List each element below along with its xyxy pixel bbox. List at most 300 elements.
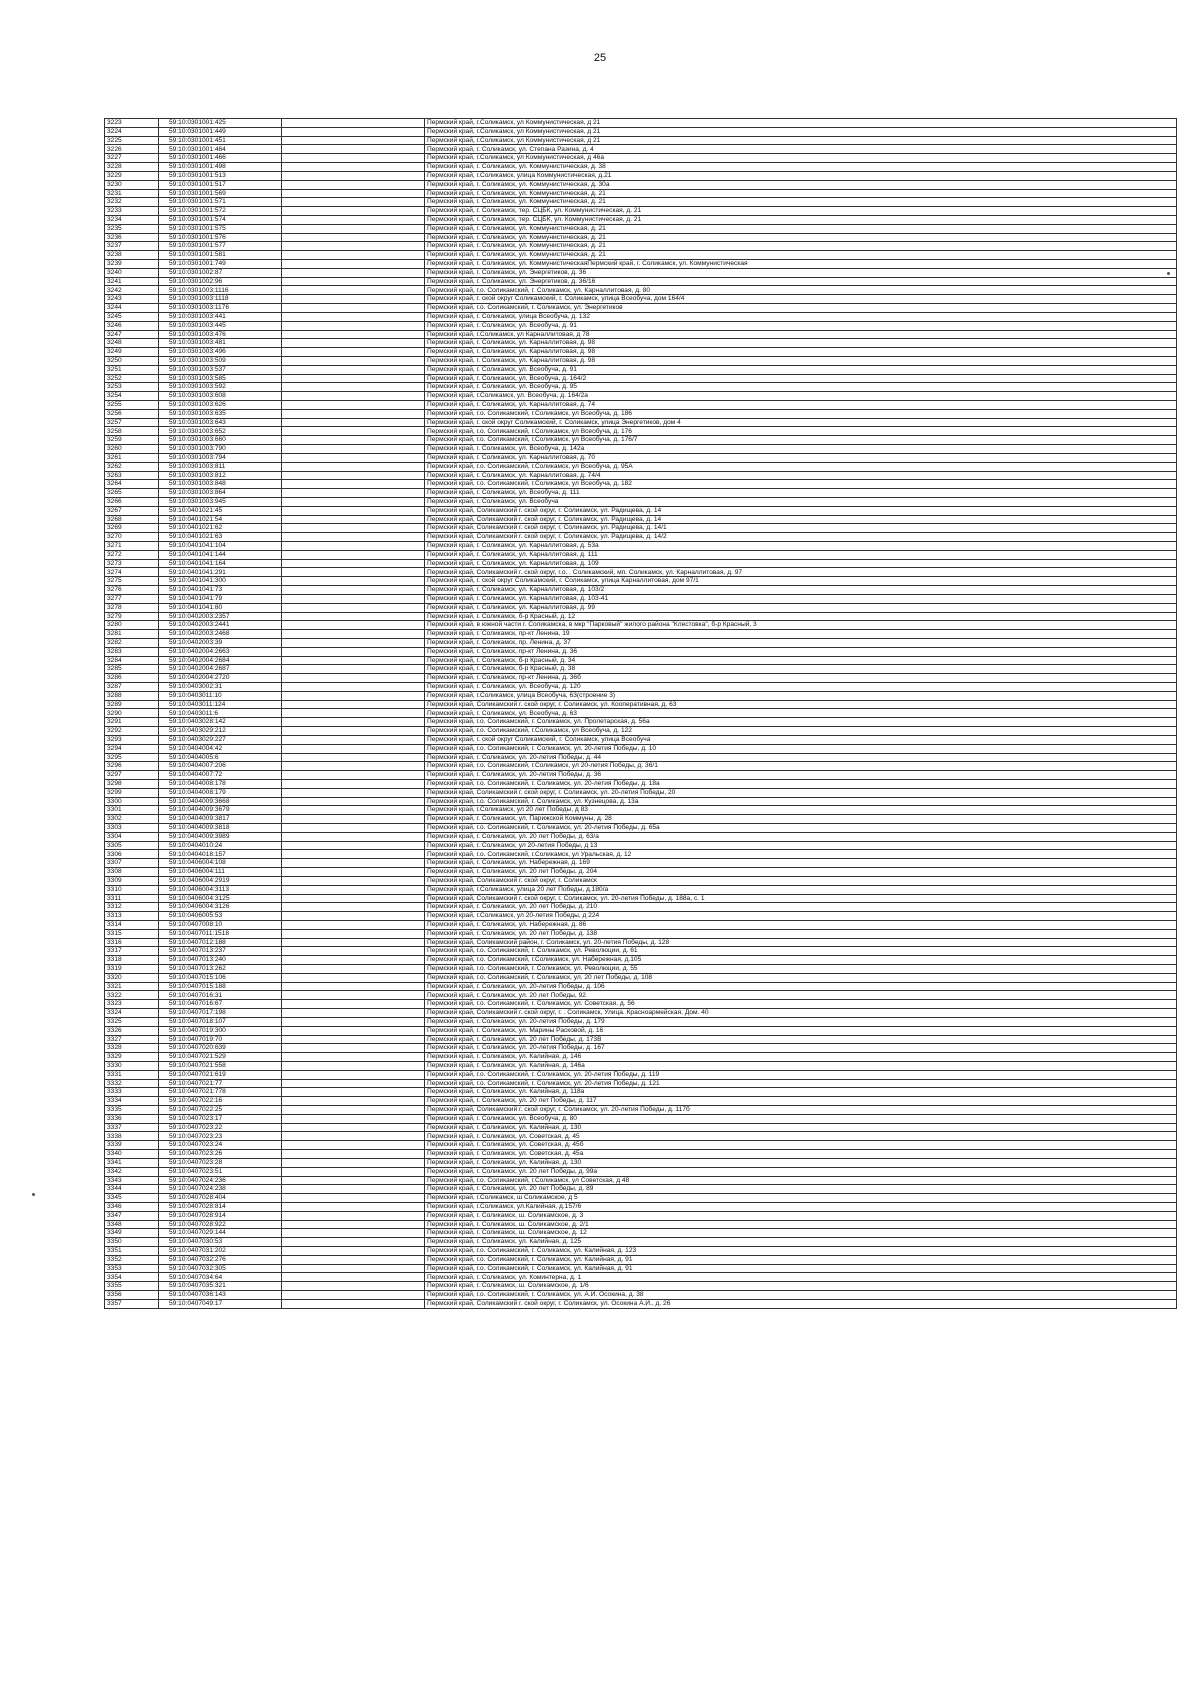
row-number-cell: 3284 [105,656,159,665]
row-number-cell: 3235 [105,224,159,233]
table-row [105,401,1177,410]
table-row [105,1106,1177,1115]
cadastral-number-cell: 59:10:0407028:922 [159,1220,282,1229]
table-row [105,445,1177,454]
cadastral-number-cell: 59:10:0403011:6 [159,709,282,718]
address-cell: Пермский край, г.о. Соликамский, г. Соликамск, ул. Пролетарская, д. 56а [425,718,1177,727]
table-row [105,709,1177,718]
table-row [105,621,1177,630]
table-row [105,630,1177,639]
empty-cell [282,1264,425,1273]
table-row [105,1176,1177,1185]
row-number-cell: 3223 [105,119,159,128]
table-row [105,656,1177,665]
empty-cell [282,1097,425,1106]
cadastral-number-cell: 59:10:0407023:51 [159,1167,282,1176]
empty-cell [282,656,425,665]
table-row [105,1097,1177,1106]
address-cell: Пермский край, г.о. Соликамский, г.Соликамск, ул Советская, д 48 [425,1176,1177,1185]
empty-cell [282,180,425,189]
empty-cell [282,603,425,612]
table-row [105,189,1177,198]
table-row [105,894,1177,903]
table-row [105,1291,1177,1300]
table-row [105,550,1177,559]
cadastral-number-cell: 59:10:0407030:53 [159,1238,282,1247]
empty-cell [282,1079,425,1088]
table-row [105,568,1177,577]
address-cell: Пермский край, г. Соликамск, ул. Всеобуча, д. 111 [425,489,1177,498]
table-row [105,1009,1177,1018]
address-cell: Пермский край, г. Соликамск, ул. Энергетиков, д. 36 [425,268,1177,277]
empty-cell [282,779,425,788]
empty-cell [282,559,425,568]
table-row [105,1211,1177,1220]
address-cell: Пермский край, г.о. Соликамский, г. Соликамск, ул. Энергетиков [425,304,1177,313]
table-row [105,806,1177,815]
table-row [105,145,1177,154]
table-row [105,603,1177,612]
empty-cell [282,1150,425,1159]
empty-cell [282,1176,425,1185]
row-number-cell: 3338 [105,1132,159,1141]
empty-cell [282,497,425,506]
row-number-cell: 3257 [105,418,159,427]
cadastral-number-cell: 59:10:0401021:63 [159,533,282,542]
row-number-cell: 3238 [105,251,159,260]
table-row [105,374,1177,383]
row-number-cell: 3273 [105,559,159,568]
address-cell: Пермский край, г. Соликамск, б-р Красный, д. 12 [425,612,1177,621]
table-row [105,1088,1177,1097]
address-cell: Пермский край, г. Соликамск, ш. Соликамское, д. 12 [425,1229,1177,1238]
cadastral-number-cell: 59:10:0301003:445 [159,321,282,330]
empty-cell [282,215,425,224]
empty-cell [282,312,425,321]
table-row [105,330,1177,339]
address-cell: Пермский край, г.о. Соликамский, г.Соликамск, ул Всеобуча, д. 176/7 [425,436,1177,445]
table-row [105,215,1177,224]
address-cell: Пермский край, г. Соликамск, ул. Советская, д. 45б [425,1141,1177,1150]
table-row [105,356,1177,365]
address-cell: Пермский край, г. Соликамск, ул. 20 лет Победы, д. 99а [425,1167,1177,1176]
empty-cell [282,524,425,533]
cadastral-number-cell: 59:10:0402003:39 [159,638,282,647]
empty-cell [282,947,425,956]
cadastral-number-cell: 59:10:0301001:451 [159,136,282,145]
table-row [105,506,1177,515]
cadastral-number-cell: 59:10:0407022:16 [159,1097,282,1106]
empty-cell [282,1299,425,1308]
cadastral-number-cell: 59:10:0407028:404 [159,1194,282,1203]
address-cell: Пермский край, г. Соликамск, ул. Коммунистическая, д. 21 [425,189,1177,198]
address-cell: Пермский край, г. Соликамск, ул. Коммунистическая, д. 21 [425,242,1177,251]
table-row [105,524,1177,533]
empty-cell [282,1026,425,1035]
address-cell: Пермский край, Соликамский г. ской округ, г. Соликамск, ул. Кооперативная, д. 63 [425,700,1177,709]
address-cell: Пермский край, Соликамский г. ской округ, г. Соликамск, ул. 20-летия Победы, д. 188а, с. 1 [425,894,1177,903]
empty-cell [282,286,425,295]
cadastral-number-cell: 59:10:0404009:3679 [159,806,282,815]
empty-cell [282,1220,425,1229]
empty-cell [282,894,425,903]
empty-cell [282,1070,425,1079]
cadastral-number-cell: 59:10:0301003:643 [159,418,282,427]
cadastral-number-cell: 59:10:0401021:54 [159,515,282,524]
table-row [105,753,1177,762]
empty-cell [282,859,425,868]
empty-cell [282,577,425,586]
address-cell: Пермский край, г. Соликамск, ш. Соликамское, д. 3 [425,1211,1177,1220]
cadastral-number-cell: 59:10:0407034:64 [159,1273,282,1282]
address-cell: Пермский край, г. Соликамск, ул. Всеобуча, д. 120 [425,683,1177,692]
cadastral-number-cell: 59:10:0407013:237 [159,947,282,956]
row-number-cell: 3322 [105,991,159,1000]
address-cell: Пермский край, г. Соликамск, ул. 20-летия Победы, д. 44 [425,753,1177,762]
row-number-cell: 3278 [105,603,159,612]
row-number-cell: 3265 [105,489,159,498]
cadastral-number-cell: 59:10:0407024:236 [159,1176,282,1185]
table-row [105,453,1177,462]
table-row [105,1123,1177,1132]
table-row [105,912,1177,921]
cadastral-number-cell: 59:10:0301003:848 [159,480,282,489]
row-number-cell: 3248 [105,339,159,348]
table-row [105,1061,1177,1070]
cadastral-number-cell: 59:10:0301003:1116 [159,286,282,295]
cadastral-number-cell: 59:10:0301001:574 [159,215,282,224]
empty-cell [282,163,425,172]
table-row [105,1044,1177,1053]
address-cell: Пермский край, г. Соликамск, ул. Всеобуча [425,497,1177,506]
address-cell: Пермский край, г. Соликамск, ул. Набережная, д. 169 [425,859,1177,868]
address-cell: Пермский край, г.Соликамск, ул 20-летия Победы, д 224 [425,912,1177,921]
table-row [105,295,1177,304]
cadastral-number-cell: 59:10:0407028:814 [159,1202,282,1211]
empty-cell [282,612,425,621]
empty-cell [282,806,425,815]
address-cell: Пермский край, г. Соликамск, ул. Карналлитовая, д. 70 [425,453,1177,462]
table-row [105,392,1177,401]
address-cell: Пермский край, г. Соликамск, ул. Коммунистическая, д. 21 [425,198,1177,207]
table-row [105,171,1177,180]
cadastral-number-cell: 59:10:0404007:72 [159,771,282,780]
table-row [105,339,1177,348]
row-number-cell: 3345 [105,1194,159,1203]
cadastral-number-cell: 59:10:0403028:142 [159,718,282,727]
table-row [105,1273,1177,1282]
row-number-cell: 3282 [105,638,159,647]
cadastral-number-cell: 59:10:0404005:6 [159,753,282,762]
address-cell: Пермский край, г.о. Соликамский, г.Соликамск, ул 20-летия Победы, д. 36/1 [425,762,1177,771]
row-number-cell: 3251 [105,365,159,374]
cadastral-number-cell: 59:10:0407020:639 [159,1044,282,1053]
row-number-cell: 3236 [105,233,159,242]
address-cell: Пермский край, Соликамский г. ской округ, г. Соликамск, ул. 20-летия Победы, 20 [425,788,1177,797]
address-cell: Пермский край, г. Соликамск, ул. Коммунистическая, д. 21 [425,233,1177,242]
row-number-cell: 3311 [105,894,159,903]
empty-cell [282,956,425,965]
address-cell: Пермский край, г. Соликамск, ул. 20 лет Победы, д. 210 [425,903,1177,912]
address-cell: Пермский край, г.о. Соликамский, г. Соликамск, ул. 20-летия Победы, д. 65а [425,824,1177,833]
empty-cell [282,709,425,718]
cadastral-number-cell: 59:10:0301003:476 [159,330,282,339]
cadastral-number-cell: 59:10:0301001:576 [159,233,282,242]
row-number-cell: 3335 [105,1106,159,1115]
cadastral-number-cell: 59:10:0301003:790 [159,445,282,454]
cadastral-number-cell: 59:10:0403011:10 [159,691,282,700]
table-row [105,885,1177,894]
address-cell: Пермский край, г. Соликамск, ул. Всеобуча, д. 91 [425,321,1177,330]
table-row [105,119,1177,128]
cadastral-number-cell: 59:10:0404007:206 [159,762,282,771]
table-row [105,1141,1177,1150]
cadastral-number-cell: 59:10:0401021:45 [159,506,282,515]
row-number-cell: 3239 [105,260,159,269]
address-cell: Пермский край, г. Соликамск, ул. Карналлитовая, д. 98 [425,348,1177,357]
empty-cell [282,392,425,401]
table-row [105,1070,1177,1079]
table-row [105,762,1177,771]
table-row [105,1247,1177,1256]
table-row [105,691,1177,700]
empty-cell [282,348,425,357]
cadastral-number-cell: 59:10:0407011:1518 [159,929,282,938]
row-number-cell: 3301 [105,806,159,815]
empty-cell [282,638,425,647]
cadastral-number-cell: 59:10:0407032:276 [159,1255,282,1264]
table-row [105,242,1177,251]
empty-cell [282,868,425,877]
address-cell: Пермский край, г.о. Соликамский, г.Соликамск, ул. Набережная, д.105 [425,956,1177,965]
empty-cell [282,938,425,947]
table-row [105,1238,1177,1247]
table-row [105,683,1177,692]
row-number-cell: 3249 [105,348,159,357]
row-number-cell: 3254 [105,392,159,401]
empty-cell [282,568,425,577]
empty-cell [282,251,425,260]
empty-cell [282,1035,425,1044]
address-cell: Пермский край, г. Соликамск, тер. СЦБК, ул. Коммунистическая, д. 21 [425,215,1177,224]
cadastral-number-cell: 59:10:0401041:79 [159,594,282,603]
cadastral-number-cell: 59:10:0407023:24 [159,1141,282,1150]
address-cell: Пермский край, г. Соликамск, ул. КоммунистическаяПермский край, г. Соликамск, ул. Коммунистическая [425,260,1177,269]
address-cell: Пермский край, Соликамский г. ской округ, г. Соликамск, ул. 20-летия Победы, д. 117б [425,1106,1177,1115]
table-row [105,577,1177,586]
address-cell: Пермский край, г. Соликамск, ул. 20 лет Победы, д. 117 [425,1097,1177,1106]
cadastral-number-cell: 59:10:0401041:164 [159,559,282,568]
cadastral-number-cell: 59:10:0407021:778 [159,1088,282,1097]
empty-cell [282,1211,425,1220]
cadastral-number-cell: 59:10:0407023:23 [159,1132,282,1141]
empty-cell [282,912,425,921]
table-row [105,903,1177,912]
cadastral-number-cell: 59:10:0407015:188 [159,982,282,991]
row-number-cell: 3314 [105,920,159,929]
cadastral-number-cell: 59:10:0407023:22 [159,1123,282,1132]
row-number-cell: 3274 [105,568,159,577]
cadastral-number-cell: 59:10:0407023:17 [159,1114,282,1123]
cadastral-number-cell: 59:10:0301003:635 [159,409,282,418]
table-row [105,647,1177,656]
address-cell: Пермский край, г. Соликамск, ул. Карналлитовая, д. 98 [425,339,1177,348]
address-cell: Пермский край, г. Соликамск, ул. 20-летия Победы, д. 167 [425,1044,1177,1053]
cadastral-number-cell: 59:10:0401041:300 [159,577,282,586]
cadastral-number-cell: 59:10:0301003:1118 [159,295,282,304]
cadastral-number-cell: 59:10:0301003:585 [159,374,282,383]
cadastral-number-cell: 59:10:0403029:227 [159,735,282,744]
row-number-cell: 3333 [105,1088,159,1097]
table-row [105,154,1177,163]
address-cell: Пермский край, г. Соликамск, ул. 20 лет Победы, д. 173В [425,1035,1177,1044]
table-row [105,612,1177,621]
address-cell: Пермский край, г.о. Соликамский, г. Соликамск, ул. Революции, д. 55 [425,965,1177,974]
address-cell: Пермский край, Соликамский г. ской округ, г. Соликамск [425,876,1177,885]
address-cell: Пермский край, г. Соликамск, ул. Карналлитовая, д. 103-41 [425,594,1177,603]
empty-cell [282,991,425,1000]
empty-cell [282,533,425,542]
cadastral-number-cell: 59:10:0407019:70 [159,1035,282,1044]
cadastral-number-cell: 59:10:0404010:24 [159,841,282,850]
empty-cell [282,832,425,841]
cadastral-number-cell: 59:10:0301003:441 [159,312,282,321]
empty-cell [282,330,425,339]
address-cell: Пермский край, г. Соликамск, пр-кт Ленина, д. 36б [425,674,1177,683]
cadastral-number-cell: 59:10:0407035:321 [159,1282,282,1291]
table-row [105,771,1177,780]
address-cell: Пермский край, г.о. Соликамский, г. Соликамск, ул. Карналлитовая, д. 80 [425,286,1177,295]
table-row [105,180,1177,189]
row-number-cell: 3280 [105,621,159,630]
cadastral-number-cell: 59:10:0301003:537 [159,365,282,374]
address-cell: Пермский край, г. Соликамск, ул. 20 лет Победы, д. 138 [425,929,1177,938]
row-number-cell: 3297 [105,771,159,780]
address-cell: Пермский край, г. Соликамск, ул. Карналлитовая, д. 98 [425,356,1177,365]
cadastral-number-cell: 59:10:0402004:2720 [159,674,282,683]
cadastral-number-cell: 59:10:0407023:26 [159,1150,282,1159]
address-cell: Пермский край, г. Соликамск, ул. Степана Разина, д. 4 [425,145,1177,154]
row-number-cell: 3289 [105,700,159,709]
address-cell: Пермский край, г. Соликамск, ул. Карналлитовая, д. 99 [425,603,1177,612]
address-cell: Пермский край, г. Соликамск, б-р Красный, д. 38 [425,665,1177,674]
cadastral-number-cell: 59:10:0301002:87 [159,268,282,277]
table-row [105,1035,1177,1044]
table-row [105,260,1177,269]
row-number-cell: 3250 [105,356,159,365]
cadastral-number-cell: 59:10:0406004:3126 [159,903,282,912]
address-cell: Пермский край, г. Соликамск, ул. Карналлитовая, д. 103/2 [425,586,1177,595]
cadastral-number-cell: 59:10:0407008:10 [159,920,282,929]
row-number-cell: 3230 [105,180,159,189]
cadastral-number-cell: 59:10:0301001:517 [159,180,282,189]
address-cell: Пермский край, г. Соликамск, пр-кт Ленина, д. 36 [425,647,1177,656]
cadastral-number-cell: 59:10:0407016:31 [159,991,282,1000]
table-row [105,1150,1177,1159]
table-row [105,471,1177,480]
cadastral-number-cell: 59:10:0406004:108 [159,859,282,868]
row-number-cell: 3339 [105,1141,159,1150]
table-row [105,542,1177,551]
empty-cell [282,321,425,330]
address-cell: Пермский край, Соликамский г. ской округ, г. Соликамск, ул. Радищева, д. 14 [425,506,1177,515]
cadastral-number-cell: 59:10:0404009:3668 [159,797,282,806]
cadastral-number-cell: 59:10:0301003:660 [159,436,282,445]
cadastral-number-cell: 59:10:0301003:945 [159,497,282,506]
row-number-cell: 3233 [105,207,159,216]
table-row [105,824,1177,833]
empty-cell [282,1158,425,1167]
row-number-cell: 3279 [105,612,159,621]
table-row [105,163,1177,172]
row-number-cell: 3355 [105,1282,159,1291]
table-row [105,277,1177,286]
cadastral-number-cell: 59:10:0407016:67 [159,1000,282,1009]
empty-cell [282,365,425,374]
row-number-cell: 3327 [105,1035,159,1044]
empty-cell [282,453,425,462]
empty-cell [282,1123,425,1132]
address-cell: Пермский край, г. Соликамск, ул. Всеобуча, д. 164/2 [425,374,1177,383]
empty-cell [282,1255,425,1264]
empty-cell [282,771,425,780]
row-number-cell: 3312 [105,903,159,912]
address-cell: Пермский край, г. Соликамск, б-р Красный, д. 34 [425,656,1177,665]
row-number-cell: 3330 [105,1061,159,1070]
empty-cell [282,1132,425,1141]
row-number-cell: 3237 [105,242,159,251]
cadastral-number-cell: 59:10:0402003:2441 [159,621,282,630]
empty-cell [282,1000,425,1009]
address-cell: Пермский край, г. Соликамск, ул. Карналлитовая, д. 74 [425,401,1177,410]
row-number-cell: 3240 [105,268,159,277]
table-row [105,665,1177,674]
empty-cell [282,127,425,136]
cadastral-number-cell: 59:10:0301003:481 [159,339,282,348]
cadastral-number-cell: 59:10:0407012:188 [159,938,282,947]
table-row [105,586,1177,595]
row-number-cell: 3313 [105,912,159,921]
table-row [105,383,1177,392]
empty-cell [282,815,425,824]
empty-cell [282,674,425,683]
empty-cell [282,735,425,744]
empty-cell [282,242,425,251]
cadastral-number-cell: 59:10:0301003:592 [159,383,282,392]
row-number-cell: 3325 [105,1017,159,1026]
address-cell: Пермский край, г. Соликамск, ул. Парижской Коммуны, д. 28 [425,815,1177,824]
empty-cell [282,1291,425,1300]
table-row [105,841,1177,850]
table-row [105,268,1177,277]
empty-cell [282,401,425,410]
table-row [105,136,1177,145]
cadastral-number-cell: 59:10:0301001:572 [159,207,282,216]
table-row [105,198,1177,207]
empty-cell [282,480,425,489]
cadastral-number-cell: 59:10:0301003:811 [159,462,282,471]
empty-cell [282,929,425,938]
address-cell: Пермский край, г.о. Соликамский, г.Соликамск, ул Всеобуча, д. 186 [425,409,1177,418]
row-number-cell: 3329 [105,1053,159,1062]
address-cell: Пермский край, г.о. Соликамский, г.Соликамск, ул Всеобуча, д. 182 [425,480,1177,489]
row-number-cell: 3292 [105,727,159,736]
row-number-cell: 3242 [105,286,159,295]
address-cell: Пермский край, г.о. Соликамский, г. Соликамск, ул. Революции, д. 61 [425,947,1177,956]
address-cell: Пермский край, г.о. Соликамский, г. Соликамск, ул. А.И. Осокина, д. 38 [425,1291,1177,1300]
empty-cell [282,1273,425,1282]
cadastral-number-cell: 59:10:0407031:202 [159,1247,282,1256]
